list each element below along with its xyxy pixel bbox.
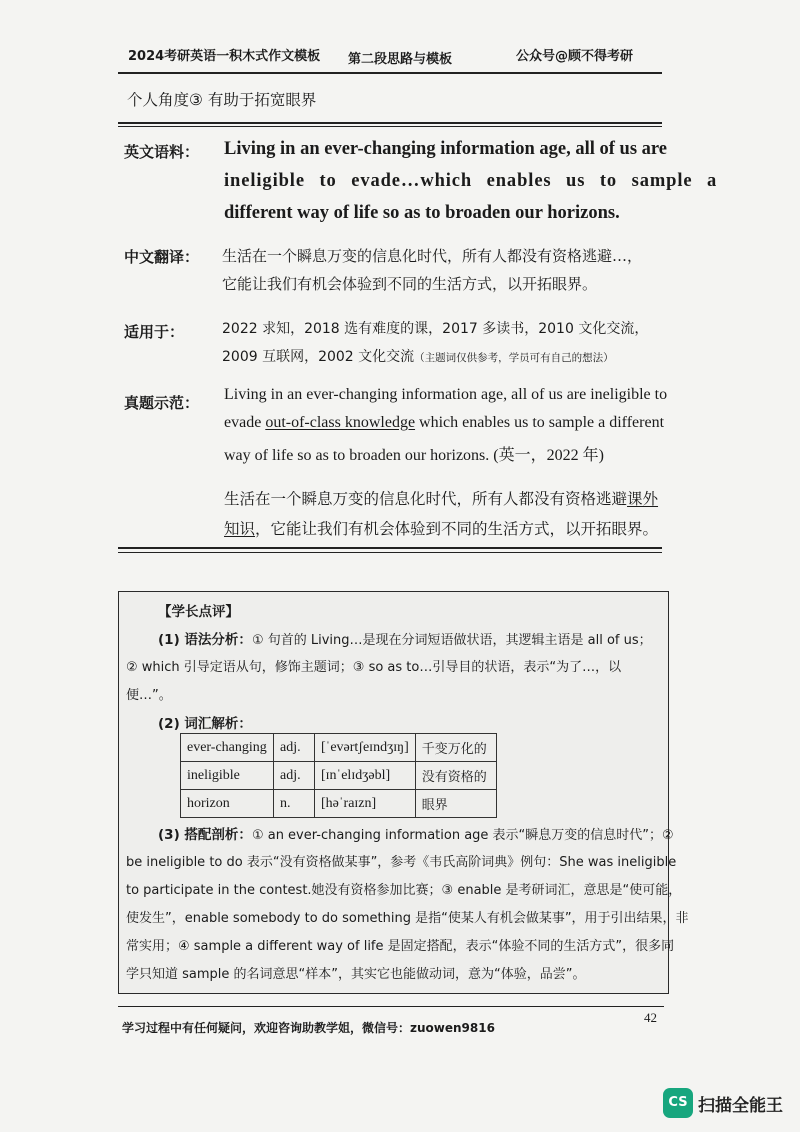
page-number: 42 [644,1010,657,1025]
colloc-text-1: ① an ever-changing information age 表示“瞬息万变的信息时代”；② [251,828,674,843]
applies-label: 适用于： [124,323,185,341]
example-en-2-post: which enables us to sample a different [415,414,665,431]
english-line-1: Living in an ever-changing information age, all of us are [224,139,667,159]
vocab-phonetic: [həˈraɪzn] [315,790,416,818]
example-zh-1-underline: 课外 [627,490,659,508]
example-zh-2-underline: 知识 [224,520,256,538]
section-rule-top-thin [118,126,662,127]
example-en-line-3: way of life so as to broaden our horizons. (英一，2022 年) [224,447,604,464]
example-en-line-2 [224,414,664,432]
grammar-heading: (1) 语法分析： [158,632,252,648]
vocab-meaning: 眼界 [415,790,496,818]
applies-note: （主题词仅供参考，学员可有自己的想法） [414,352,614,364]
chinese-line-1: 生活在一个瞬息万变的信息化时代，所有人都没有资格逃避…， [222,247,643,265]
section-title: 个人角度③ 有助于拓宽眼界 [127,91,317,109]
vocab-meaning: 千变万化的 [415,734,496,762]
example-underline-phrase: out-of-class knowledge [265,414,416,431]
section-rule-bottom [118,547,662,549]
vocab-row [181,762,497,790]
colloc-line-6: 学只知道 sample 的名词意思“样本”，其实它也能做动词，意为“体验，品尝”。 [126,967,586,982]
header-right: 公众号@顾不得考研 [516,49,634,64]
footer-divider [118,1006,664,1007]
comment-title: 【学长点评】 [158,604,239,620]
colloc-line-4: 使发生”，enable somebody to do something 是指“使某人有机会做某事”，用于引出结果，非 [126,911,689,926]
english-line-3: different way of life so as to broaden our horizons. [224,203,620,223]
grammar-line-2: ② which 引导定语从句，修饰主题词；③ so as to…引导目的状语，表示“为了…，以 [126,660,622,675]
colloc-line-2: be ineligible to do 表示“没有资格做某事”，参考《韦氏高阶词典》例句：She was ineligible [126,855,677,870]
vocab-table [180,733,497,818]
example-label: 真题示范： [124,394,200,412]
example-en-2-pre: evade [224,414,266,431]
example-en-line-1: Living in an ever-changing information age, all of us are ineligible to [224,386,668,403]
vocab-phonetic: [ɪnˈelɪdʒəbl] [315,762,416,790]
vocab-phonetic: [ˈevərtʃeɪndʒɪŋ] [315,734,416,762]
vocab-pos: n. [274,790,315,818]
scanner-watermark-text: 扫描全能王 [698,1096,783,1116]
example-zh-line-2 [224,517,658,539]
section-rule-top [118,122,662,124]
vocab-word: ineligible [181,762,274,790]
example-zh-2-post: ，它能让我们有机会体验到不同的生活方式，以开拓眼界。 [255,520,659,538]
grammar-text-1: ① 句首的 Living…是现在分词短语做状语，其逻辑主语是 all of us； [251,633,652,648]
vocab-meaning: 没有资格的 [415,762,496,790]
applies-line-1: 2022 求知，2018 选有难度的课，2017 多读书，2010 文化交流， [222,321,649,337]
grammar-line-3: 便…”。 [126,688,172,703]
header-divider [118,72,662,74]
vocab-heading: (2) 词汇解析： [158,716,252,732]
colloc-line-3: to participate in the contest.她没有资格参加比赛；③ enable 是考研词汇，意思是“使可能， [126,883,682,898]
colloc-line-1 [158,823,674,843]
applies-line-2 [222,346,614,366]
chinese-line-2: 它能让我们有机会体验到不同的生活方式，以开拓眼界。 [222,275,598,293]
section-rule-bottom-thin [118,552,662,553]
english-label: 英文语料： [124,143,200,161]
applies-line-2-text: 2009 互联网，2002 文化交流 [222,349,415,365]
vocab-word: ever-changing [181,734,274,762]
header-left: 2024考研英语一积木式作文模板 [128,49,321,64]
english-line-2: ineligible to evade…which enables us to sample a [224,171,718,191]
grammar-line-1 [158,628,652,648]
vocab-row [181,734,497,762]
colloc-heading: (3) 搭配剖析： [158,827,252,843]
footer-text: 学习过程中有任何疑问，欢迎咨询助教学姐，微信号：zuowen9816 [122,1021,495,1035]
scanner-logo-icon: CS [663,1088,693,1118]
chinese-label: 中文翻译： [124,248,200,266]
example-zh-1-pre: 生活在一个瞬息万变的信息化时代，所有人都没有资格逃避 [224,490,628,508]
vocab-row [181,790,497,818]
example-zh-line-1 [224,487,658,509]
vocab-pos: adj. [274,734,315,762]
vocab-word: horizon [181,790,274,818]
header-center: 第二段思路与模板 [348,52,453,67]
vocab-pos: adj. [274,762,315,790]
colloc-line-5: 常实用；④ sample a different way of life 是固定搭配，表示“体验不同的生活方式”，很多同 [126,939,675,954]
